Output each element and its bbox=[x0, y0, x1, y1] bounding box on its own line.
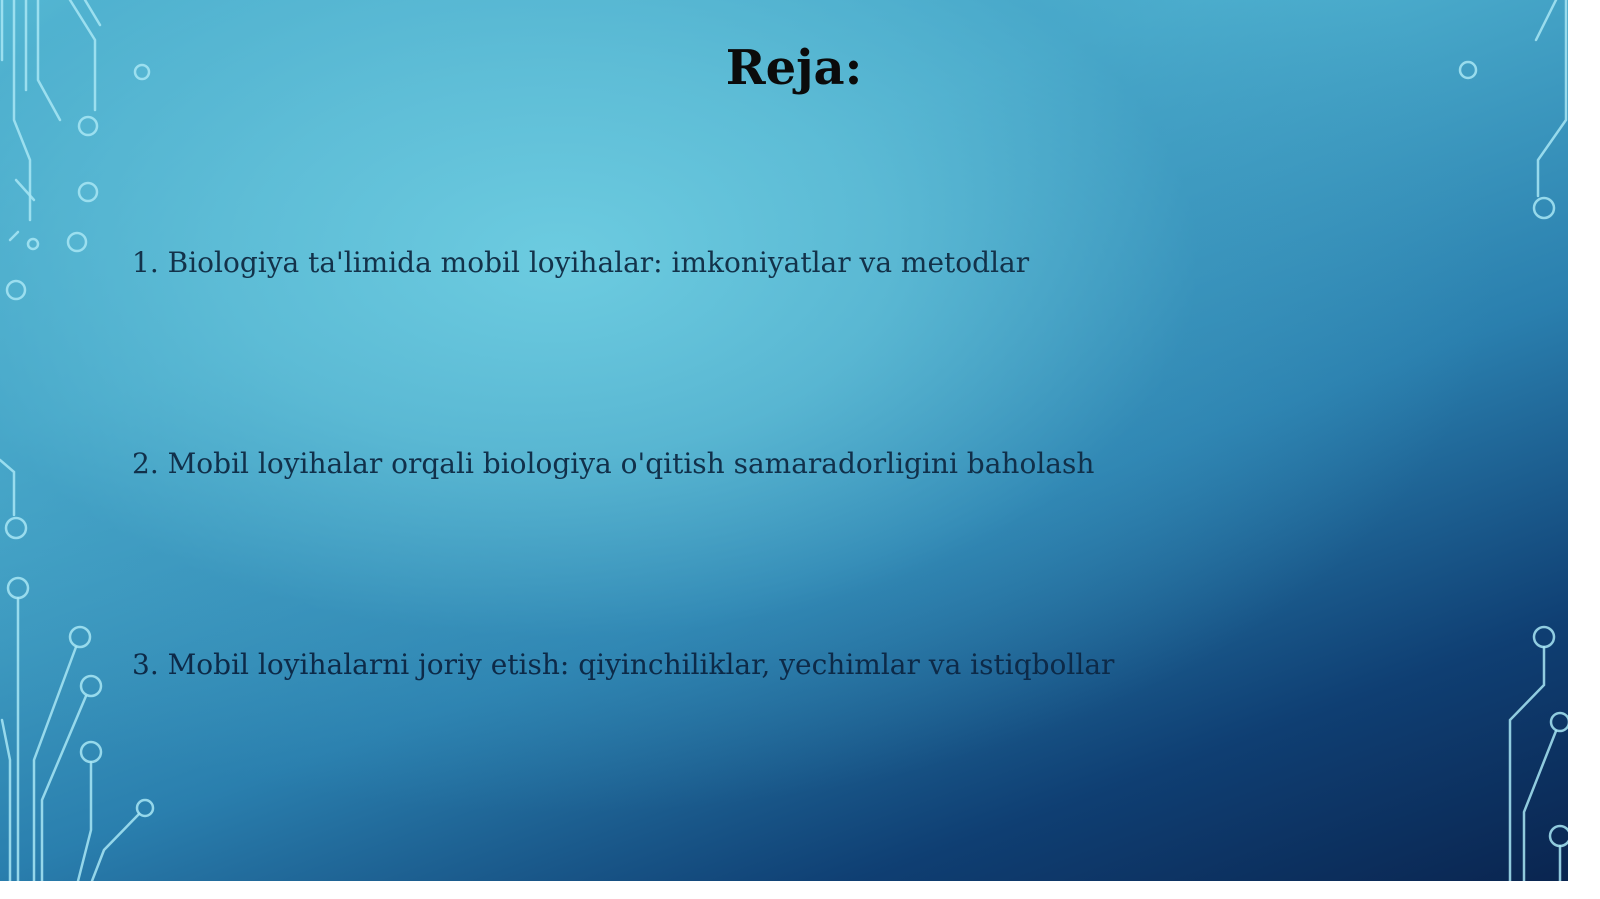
slide-title: Reja: bbox=[725, 40, 863, 96]
circuit-decoration-right-icon bbox=[1438, 0, 1568, 881]
circuit-decoration-left-icon bbox=[0, 0, 180, 881]
plan-item-1: 1. Biologiya ta'limida mobil loyihalar: imkoniyatlar va metodlar bbox=[132, 246, 1030, 279]
plan-item-2: 2. Mobil loyihalar orqali biologiya o'qitish samaradorligini baholash bbox=[132, 447, 1095, 480]
plan-item-3: 3. Mobil loyihalarni joriy etish: qiyinchiliklar, yechimlar va istiqbollar bbox=[132, 648, 1115, 681]
